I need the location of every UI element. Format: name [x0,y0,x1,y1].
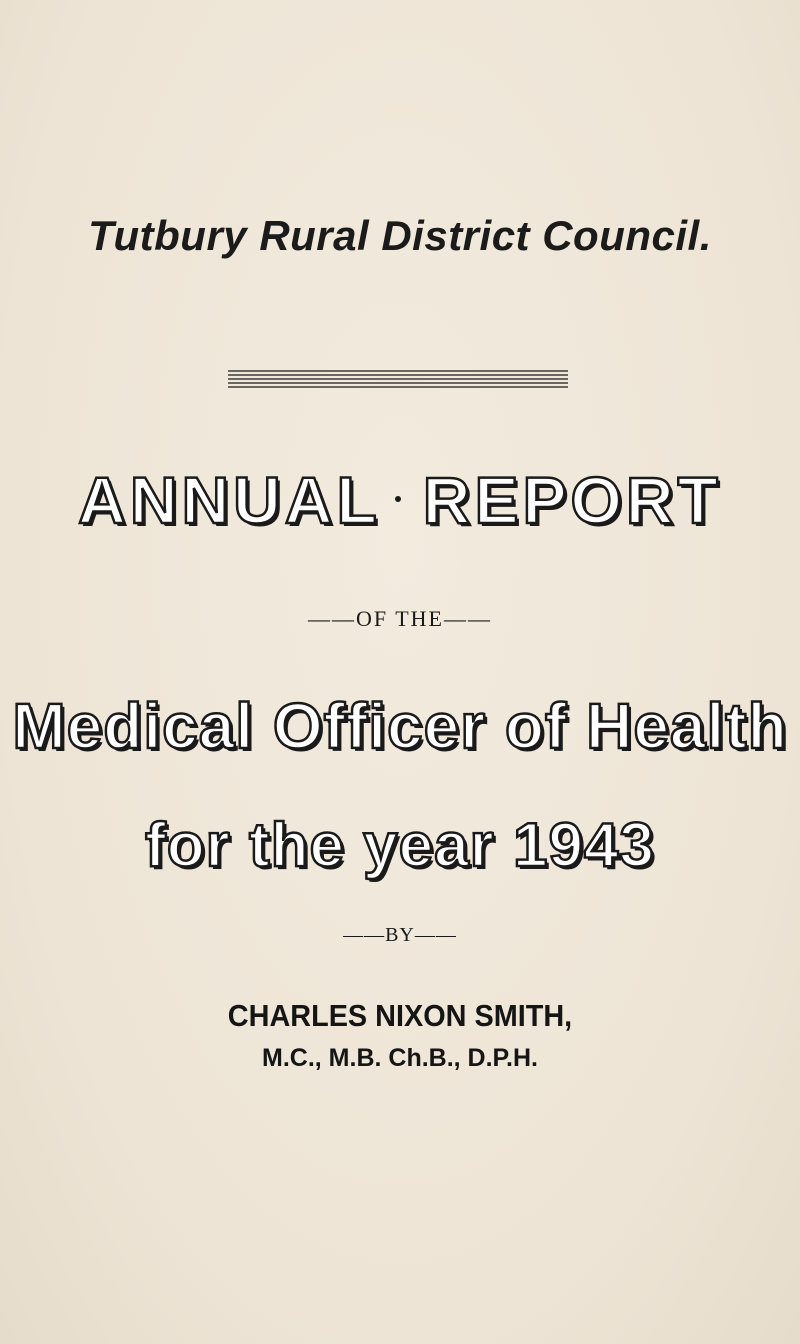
author-name: CHARLES NIXON SMITH, [227,998,573,1033]
author-credentials: M.C., M.B. Ch.B., D.P.H. [262,1044,538,1072]
annual-report-heading [0,460,800,540]
decorative-double-rule [228,368,568,390]
report-year-line: for the year 1943 [145,811,655,880]
heading-word-annual: ANNUAL [78,463,381,537]
heading-word-report: REPORT [422,463,722,537]
officer-title: Medical Officer of Health [12,690,788,762]
separator-dot-icon [395,496,401,502]
of-the-line: ——OF THE—— [308,606,492,631]
council-title: Tutbury Rural District Council. [88,212,712,259]
by-line: ——BY—— [343,924,457,946]
